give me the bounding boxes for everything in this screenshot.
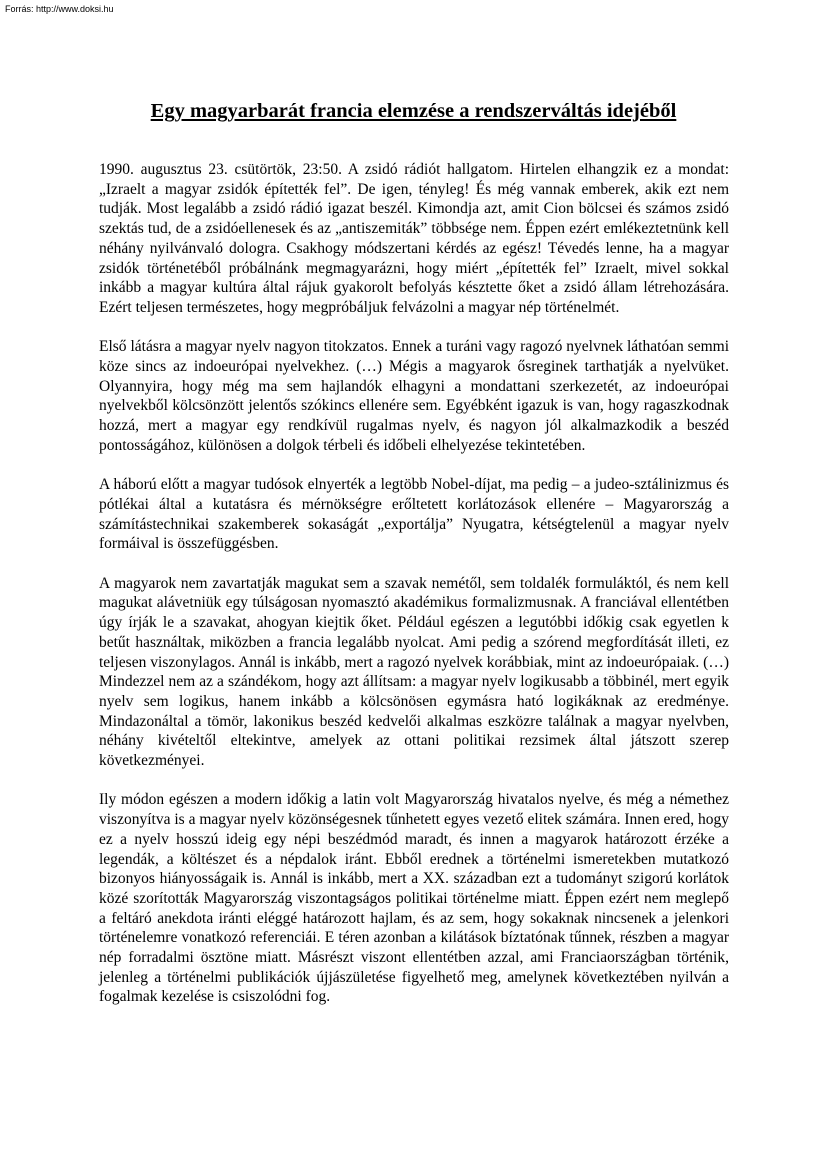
paragraph-3: A háború előtt a magyar tudósok elnyerték a legtöbb Nobel-díjat, ma pedig – a judeo-sztálinizmus és pótlékai által a kutatásra és mérnökségre erőltetett korlátozások ellenére – Magyarország a számítástechnikai szakemberek sokaságát „exportálja” Nyugatra, kétségtelenül a magyar nyelv formáival is összefüggésben. [99,476,729,553]
paragraph-1: 1990. augusztus 23. csütörtök, 23:50. A zsidó rádiót hallgatom. Hirtelen elhangzik ez a mondat: „Izraelt a magyar zsidók építették fel”. De igen, tényleg! És még vannak emberek, akik ezt nem tudják. Most legalább a zsidó rádió igazat beszél. Kimondja azt, amit Cion bölcsei és számos zsidó szektás tud, de a zsidóellenesek és az „antiszemiták” többsége nem. Éppen ezért emlékeztetnünk kell néhány nyilvánvaló dologra. Csakhogy módszertani kérdés az egész! Tévedés lenne, ha a magyar zsidók történetéből próbálnánk megmagyarázni, hogy miért „építették fel” Izraelt, mivel sokkal inkább a magyar kultúra által rájuk gyakorolt befolyás késztette őket a zsidó állam létrehozására. Ezért teljesen természetes, hogy megpróbáljuk felvázolni a magyar nép történelmét. [99,161,729,316]
source-label: Forrás: http://www.doksi.hu [5,4,114,14]
document-body [99,160,729,1027]
page-title: Egy magyarbarát francia elemzése a rendszerváltás idejéből [150,100,677,122]
paragraph-4: A magyarok nem zavartatják magukat sem a szavak nemétől, sem toldalék formuláktól, és nem kell magukat alávetniük egy túlságosan nyomasztó akadémikus formalizmusnak. A franciával ellentétben úgy írják le a szavakat, ahogyan kiejtik őket. Például egészen a legutóbbi időkig csak egyetlen k betűt használtak, miközben a francia legalább nyolcat. Ami pedig a szórend megfordítását illeti, ez teljesen viszonylagos. Annál is inkább, mert a ragozó nyelvek korábbiak, mint az indoeurópaiak. (…) Mindezzel nem az a szándékom, hogy azt állítsam: a magyar nyelv logikusabb a többinél, mert egyik nyelv sem logikus, hanem inkább a kölcsönösen egymásra ható logikáknak az eredménye. Mindazonáltal a tömör, lakonikus beszéd kedvelői alkalmas eszközre találnak a magyar nyelvben, néhány kivételtől eltekintve, amelyek az ottani politikai rezsimek által játszott szerep következményei. [99,574,729,770]
paragraph-2: Első látásra a magyar nyelv nagyon titokzatos. Ennek a turáni vagy ragozó nyelvnek láthatóan semmi köze sincs az indoeurópai nyelvekhez. (…) Mégis a magyarok ősreginek tarthatják a nyelvüket. Olyannyira, hogy még ma sem hajlandók elhagyni a mondattani szerkezetét, az indoeurópai nyelvekből kölcsönzött jelentős szókincs ellenére sem. Egyébként igazuk is van, hogy ragaszkodnak hozzá, mert a magyar egy rendkívül rugalmas nyelv, és nagyon jól alkalmazkodik a beszéd pontosságához, különösen a dolgok térbeli és időbeli elhelyezése tekintetében. [99,338,729,454]
paragraph-5: Ily módon egészen a modern időkig a latin volt Magyarország hivatalos nyelve, és még a némethez viszonyítva is a magyar nyelv közönségesnek tűnhetett egyes vezető elitek számára. Innen ered, hogy ez a nyelv hosszú ideig egy népi beszédmód maradt, és innen a magyarok határozott érzéke a legendák, a költészet és a népdalok iránt. Ebből erednek a történelmi ismeretekben mutatkozó bizonyos hiányosságaik is. Annál is inkább, mert a XX. században ezt a tudományt szigorú korlátok közé szorították Magyarország viszontagságos politikai történelme miatt. Éppen ezért nem meglepő a feltáró anekdota iránti eléggé határozott hajlam, és az sem, hogy sokaknak nincsenek a jelenkori történelemre vonatkozó referenciái. E téren azonban a kilátások bíztatónak tűnnek, részben a magyar nép forradalmi ösztöne miatt. Másrészt viszont ellentétben azzal, ami Franciaországban történik, jelenleg a történelmi publikációk újjászületése figyelhető meg, amelynek következtében nyilván a fogalmak kezelése is csiszolódni fog. [99,791,729,1006]
